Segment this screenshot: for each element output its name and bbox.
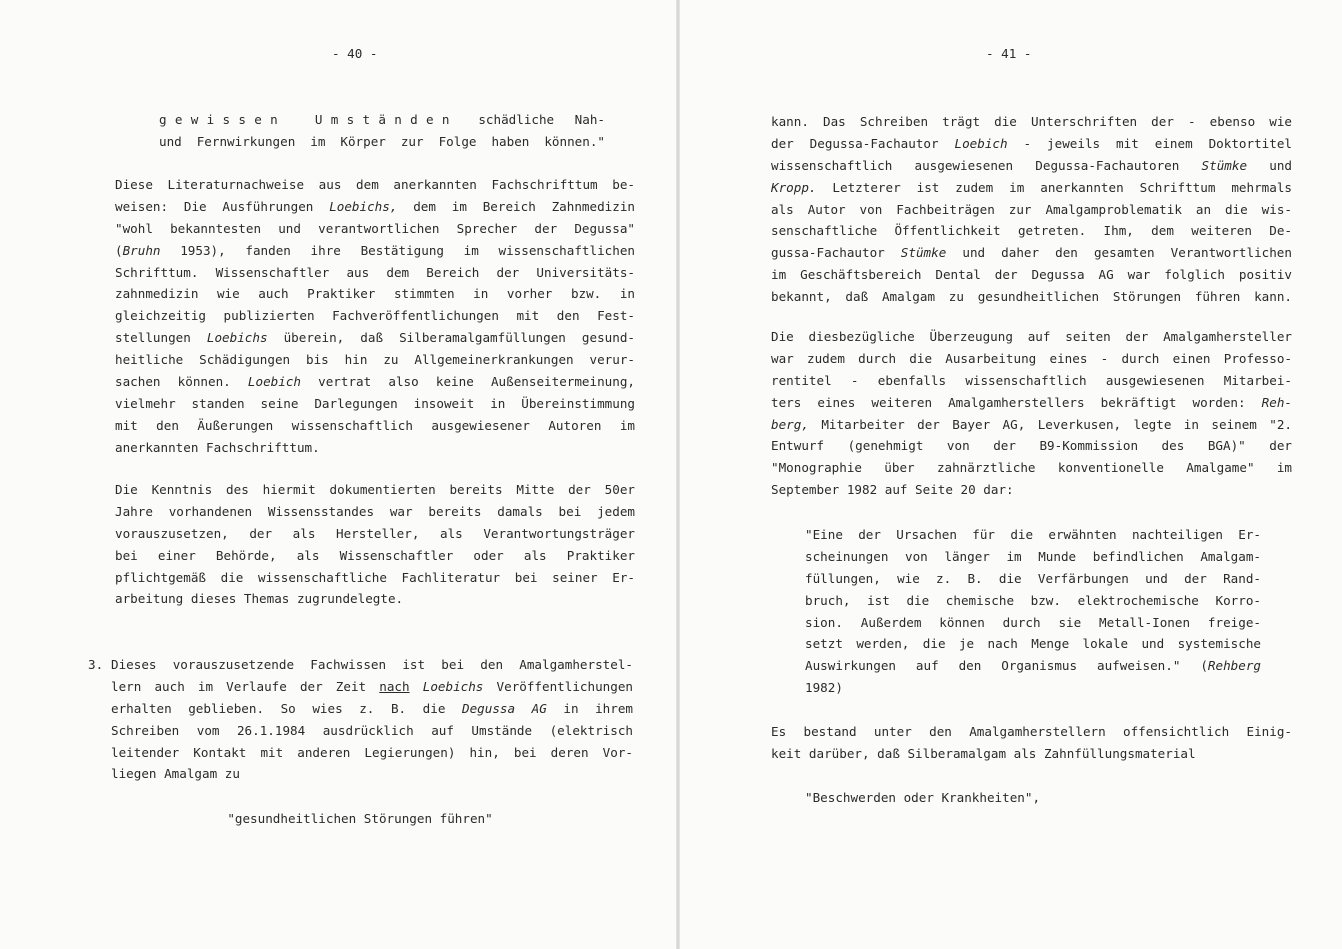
text-line (805, 633, 1261, 655)
text-segment: nach (379, 678, 410, 694)
text-segment: mit den Äußerungen wissenschaftlich ausgewiesener Autoren im (115, 417, 635, 433)
right-page (680, 0, 1342, 949)
italic-text: Stümke (1201, 157, 1248, 173)
text-segment: im Geschäftsbereich Dental der Degussa AG war folglich positiv (771, 267, 1292, 283)
list-item-number: 3. (88, 657, 104, 672)
text-segment: Schreiben vom 26.1.1984 ausdrücklich auf Umstände (elektrisch (111, 722, 633, 738)
text-segment: September 1982 auf Seite 20 dar: (771, 482, 1014, 498)
paragraph (771, 721, 1292, 765)
quote-continuation (159, 109, 605, 153)
text-line (805, 546, 1261, 568)
text-segment: Letzterer ist zudem im anerkannten Schrifttum mehrmals (816, 179, 1292, 195)
text-segment: vorauszusetzen, der als Hersteller, als Verantwortungsträger (115, 525, 635, 541)
text-line (771, 435, 1292, 457)
text-line (771, 264, 1292, 286)
text-line (805, 655, 1261, 677)
text-line (115, 523, 635, 545)
text-segment: gewissen Umständen (159, 112, 458, 127)
text-segment: gleichzeitig publizierten Fachveröffentlichungen mit den Fest- (115, 308, 635, 324)
text-line (771, 743, 1292, 765)
text-segment: "Monographie über zahnärztliche konventionelle Amalgame" im (771, 460, 1292, 476)
text-segment: der Degussa-Fachautor (771, 135, 955, 151)
italic-text: Stümke (900, 245, 947, 261)
text-segment: Veröffentlichungen (483, 678, 634, 694)
paragraph (771, 326, 1292, 501)
text-line (771, 721, 1292, 743)
text-segment: Diese Literaturnachweise aus dem anerkannten Fachschrifttum be- (115, 177, 635, 192)
text-segment: überein, daß Silberamalgamfüllungen gesund- (267, 330, 635, 346)
italic-text: Kropp. (771, 179, 817, 195)
text-line (115, 545, 635, 567)
italic-text: Degussa AG (461, 700, 547, 716)
text-segment: und daher den gesamten Verantwortlichen (946, 245, 1292, 261)
text-segment: ters eines weiteren Amalgamherstellers bekräftigt worden: (771, 394, 1262, 410)
italic-text: Loebich (247, 374, 301, 390)
text-segment: keit darüber, daß Silberamalgam als Zahnfüllungsmaterial (771, 745, 1196, 761)
italic-text: Bruhn (122, 242, 161, 258)
text-segment: als Autor von Fachbeiträgen zur Amalgamproblematik an die wis- (771, 201, 1292, 217)
text-segment: setzt werden, die je nach Menge lokale und systemische (805, 636, 1261, 652)
text-segment: liegen Amalgam zu (111, 766, 240, 782)
text-line (111, 698, 633, 720)
italic-text: Loebichs, (329, 198, 398, 214)
text-segment: pflichtgemäß die wissenschaftliche Fachliteratur bei seiner Er- (115, 569, 635, 585)
text-segment: Die diesbezügliche Überzeugung auf seiten der Amalgamhersteller (771, 329, 1292, 344)
text-segment: bekannt, daß Amalgam zu gesundheitlichen Störungen führen kann. (771, 289, 1292, 305)
list-item-text (111, 654, 633, 785)
text-segment: Auswirkungen auf den Organismus aufweisen." ( (805, 658, 1208, 674)
text-line (771, 220, 1292, 242)
italic-text: Loebichs (206, 330, 268, 346)
text-segment: Es bestand unter den Amalgamherstellern offensichtlich Einig- (771, 724, 1292, 739)
text-line (115, 567, 635, 589)
text-segment: füllungen, wie z. B. die Verfärbungen und der Rand- (805, 570, 1261, 586)
page-number: - 40 - (332, 46, 378, 61)
text-segment: schädliche Nah- (457, 112, 605, 127)
text-line (115, 349, 635, 371)
text-segment: leitender Kontakt mit anderen Legierungen) hin, bei deren Vor- (111, 744, 633, 760)
text-segment: scheinungen von länger im Munde befindlichen Amalgam- (805, 548, 1261, 564)
text-segment: 1953), fanden ihre Bestätigung im wissenschaftlichen (160, 242, 635, 258)
text-segment: bruch, ist die chemische bzw. elektrochemische Korro- (805, 592, 1261, 608)
text-segment: Schrifttum. Wissenschaftler aus dem Bereich der Universitäts- (115, 264, 635, 280)
text-line (111, 654, 633, 676)
text-segment: erhalten geblieben. So wies z. B. die (111, 700, 462, 716)
text-segment: heitliche Schädigungen bis hin zu Allgemeinerkrankungen verur- (115, 352, 635, 368)
text-segment: Dieses vorauszusetzende Fachwissen ist bei den Amalgamherstel- (111, 657, 633, 672)
text-line (111, 763, 633, 785)
text-line (771, 326, 1292, 348)
text-line (771, 242, 1292, 264)
text-segment: bei einer Behörde, als Wissenschaftler oder als Praktiker (115, 547, 635, 563)
centered-quote: "gesundheitlichen Störungen führen" (227, 811, 493, 826)
italic-text: Rehberg (1207, 658, 1261, 674)
text-line (805, 568, 1261, 590)
text-segment: ( (115, 242, 123, 258)
text-segment: arbeitung dieses Themas zugrundelegte. (115, 591, 404, 607)
text-segment: zahnmedizin wie auch Praktiker stimmten in vorher bzw. in (115, 286, 635, 302)
text-segment: anerkannten Fachschrifttum. (115, 439, 320, 455)
text-segment: dem im Bereich Zahnmedizin (397, 198, 635, 214)
text-line (771, 348, 1292, 370)
text-segment (410, 679, 423, 694)
text-line (771, 155, 1292, 177)
text-segment: Mitarbeiter der Bayer AG, Leverkusen, legte in seinem "2. (808, 416, 1292, 432)
text-line (805, 612, 1261, 634)
paragraph (115, 174, 635, 459)
page-number: - 41 - (986, 46, 1032, 61)
text-line (111, 720, 633, 742)
text-segment: lern auch im Verlaufe der Zeit (111, 678, 380, 694)
text-line (771, 199, 1292, 221)
text-line (115, 371, 635, 393)
text-segment: Die Kenntnis des hiermit dokumentierten bereits Mitte der 50er (115, 482, 635, 497)
text-line (159, 131, 605, 153)
text-line (805, 524, 1261, 546)
text-line (115, 415, 635, 437)
text-segment: vielmehr standen seine Darlegungen insoweit in Übereinstimmung (115, 395, 635, 411)
text-segment: Jahre vorhandenen Wissensstandes war bereits damals bei jedem (115, 503, 635, 519)
italic-text: Reh- (1261, 394, 1292, 410)
text-line (771, 111, 1292, 133)
text-line (115, 327, 635, 349)
text-line (159, 109, 605, 131)
text-segment: und Fernwirkungen im Körper zur Folge haben können." (159, 133, 605, 149)
text-line (115, 240, 635, 262)
text-line (115, 588, 635, 610)
text-segment: gussa-Fachautor (771, 245, 901, 261)
text-segment: "Eine der Ursachen für die erwähnten nachteiligen Er- (805, 527, 1261, 542)
text-segment: Entwurf (genehmigt von der B9-Kommission des BGA)" der (771, 438, 1292, 454)
text-segment: senschaftliche Öffentlichkeit getreten. Ihm, dem weiteren De- (771, 223, 1292, 239)
text-segment: war zudem durch die Ausarbeitung eines - durch einen Professo- (771, 350, 1292, 366)
text-line (115, 174, 635, 196)
text-line (771, 286, 1292, 308)
quote-fragment: "Beschwerden oder Krankheiten", (805, 790, 1041, 805)
text-line (115, 262, 635, 284)
text-line (805, 590, 1261, 612)
text-line (771, 370, 1292, 392)
text-segment: in ihrem (546, 700, 633, 716)
text-segment: wissenschaftlich ausgewiesenen Degussa-Fachautoren (771, 157, 1202, 173)
text-segment: vertrat also keine Außenseitermeinung, (300, 374, 636, 390)
text-line (805, 677, 1261, 699)
text-segment: weisen: Die Ausführungen (115, 198, 330, 214)
text-segment: rentitel - ebenfalls wissenschaftlich ausgewiesenen Mitarbei- (771, 372, 1292, 388)
text-segment: sion. Außerdem können durch sie Metall-Ionen freige- (805, 614, 1261, 630)
italic-text: berg, (771, 416, 809, 432)
text-segment: 1982) (805, 680, 843, 696)
text-line (771, 133, 1292, 155)
text-line (771, 457, 1292, 479)
text-segment: und (1247, 157, 1292, 173)
text-segment: kann. Das Schreiben trägt die Unterschriften der - ebenso wie (771, 114, 1292, 129)
text-line (115, 305, 635, 327)
italic-text: Loebichs (422, 678, 484, 694)
text-line (115, 393, 635, 415)
text-line (111, 742, 633, 764)
italic-text: Loebich (954, 135, 1008, 151)
text-segment: "wohl bekanntesten und verantwortlichen Sprecher der Degussa" (115, 220, 635, 236)
paragraph (115, 479, 635, 610)
text-line (115, 501, 635, 523)
text-line (771, 479, 1292, 501)
text-line (115, 218, 635, 240)
text-segment: - jeweils mit einem Doktortitel (1007, 135, 1292, 151)
text-segment: sachen können. (115, 374, 248, 390)
text-line (111, 676, 633, 698)
text-line (115, 196, 635, 218)
text-line (115, 283, 635, 305)
text-line (771, 177, 1292, 199)
text-line (115, 437, 635, 459)
block-quote (805, 524, 1261, 699)
text-line (771, 392, 1292, 414)
text-line (115, 479, 635, 501)
text-segment: stellungen (115, 330, 207, 346)
text-line (771, 414, 1292, 436)
paragraph (771, 111, 1292, 308)
